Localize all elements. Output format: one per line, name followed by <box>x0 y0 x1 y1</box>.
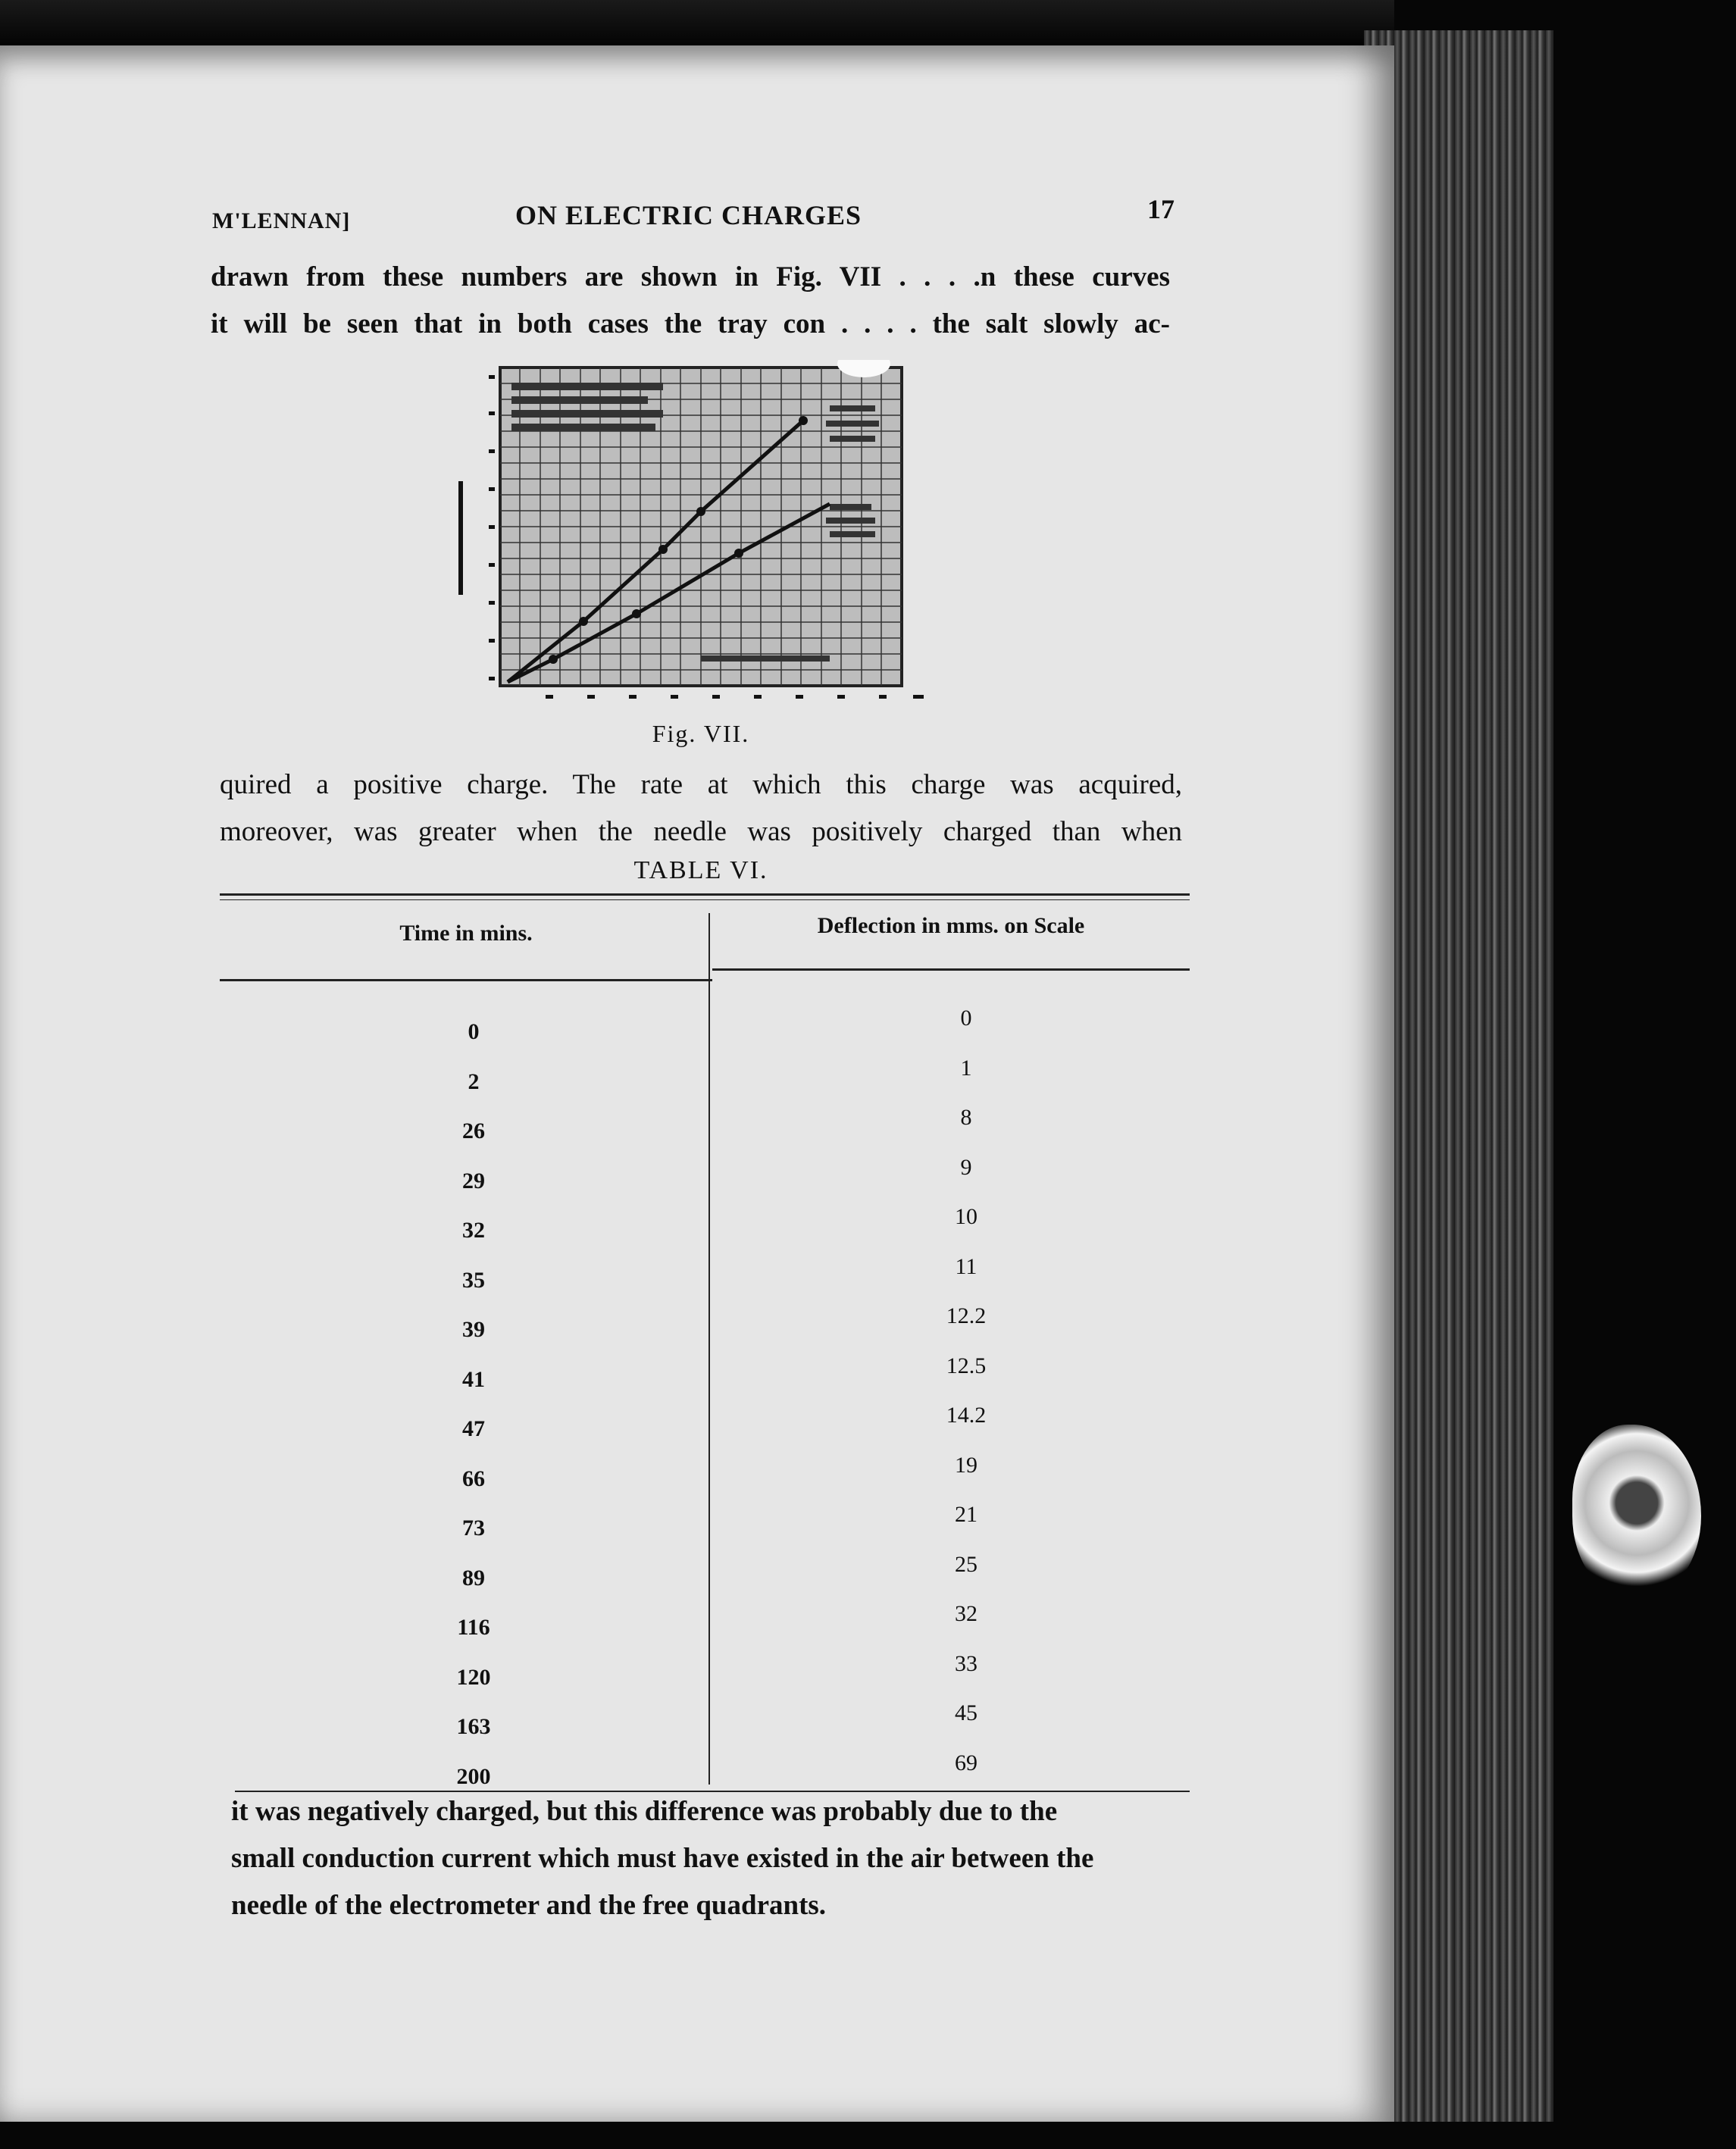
table-cell-deflection: 8 <box>960 1105 972 1130</box>
table-cell-time: 35 <box>462 1267 485 1293</box>
table-top-rule <box>220 893 1190 896</box>
text-line: drawn from these numbers are shown in Fig. VII . . . .n these curves <box>211 261 1170 292</box>
text-line: needle of the electrometer and the free quadrants. <box>231 1890 827 1921</box>
table-cell-deflection: 12.2 <box>946 1303 987 1328</box>
table-cell-time: 2 <box>468 1068 480 1094</box>
table-cell-deflection: 19 <box>955 1452 977 1478</box>
table-cell-time: 29 <box>462 1168 485 1193</box>
table-top-rule-thin <box>220 899 1190 900</box>
text-line: it will be seen that in both cases the tray con . . . . the salt slowly ac- <box>211 308 1170 339</box>
table-cell-time: 73 <box>462 1516 485 1541</box>
paragraph-body <box>220 762 1182 856</box>
text-line: quired a positive charge. The rate at which this charge was acquired, <box>220 769 1182 800</box>
table-cell-deflection: 10 <box>955 1204 977 1229</box>
page-number: 17 <box>1147 194 1175 224</box>
column-header-deflection: Deflection in mms. on Scale <box>817 913 1085 938</box>
data-table <box>220 890 1190 1800</box>
paragraph-intro <box>211 254 1170 348</box>
figure-graph <box>451 360 936 709</box>
table-cell-deflection: 12.5 <box>946 1353 987 1378</box>
table-cell-time: 32 <box>462 1218 485 1243</box>
graph-image <box>451 360 936 709</box>
table-cell-deflection: 21 <box>955 1502 977 1527</box>
figure-caption: Fig. VII. <box>652 720 750 747</box>
table-cell-deflection: 11 <box>955 1253 977 1279</box>
table-cell-deflection: 69 <box>955 1750 977 1775</box>
table-cell-deflection: 25 <box>955 1551 977 1577</box>
table-cell-time: 120 <box>456 1664 491 1690</box>
text-line: small conduction current which must have existed in the air between the <box>231 1843 1094 1874</box>
table-cell-deflection: 32 <box>955 1601 977 1626</box>
table-cell-time: 0 <box>468 1019 480 1044</box>
table-cell-time: 66 <box>462 1466 485 1491</box>
table-cell-time: 47 <box>462 1416 485 1441</box>
column-header-time: Time in mins. <box>399 921 533 946</box>
table-cell-time: 39 <box>462 1317 485 1342</box>
table-cell-time: 26 <box>462 1118 485 1143</box>
paragraph-conclusion <box>231 1788 1201 1929</box>
running-head-author: M'LENNAN] <box>212 208 351 233</box>
text-line: it was negatively charged, but this difference was probably due to the <box>231 1796 1058 1827</box>
running-head <box>212 193 1175 239</box>
header-rule-right <box>712 968 1190 971</box>
table-cell-time: 41 <box>462 1366 485 1392</box>
table-cell-time: 116 <box>457 1615 490 1640</box>
running-head-title: ON ELECTRIC CHARGES <box>515 200 862 230</box>
table-title: TABLE VI. <box>633 856 768 884</box>
table-cell-deflection: 9 <box>960 1154 972 1180</box>
table-cell-deflection: 45 <box>955 1700 977 1725</box>
table-cell-deflection: 0 <box>960 1006 972 1031</box>
table-cell-deflection: 33 <box>955 1650 977 1676</box>
text-line: moreover, was greater when the needle was positively charged than when <box>220 816 1182 847</box>
table-cell-time: 163 <box>456 1714 491 1739</box>
table-cell-time: 89 <box>462 1565 485 1591</box>
table-cell-time: 200 <box>456 1763 491 1789</box>
table-cell-deflection: 1 <box>960 1055 972 1081</box>
header-rule-left <box>220 979 712 981</box>
table-cell-deflection: 14.2 <box>946 1403 987 1428</box>
column-divider <box>708 913 710 1785</box>
